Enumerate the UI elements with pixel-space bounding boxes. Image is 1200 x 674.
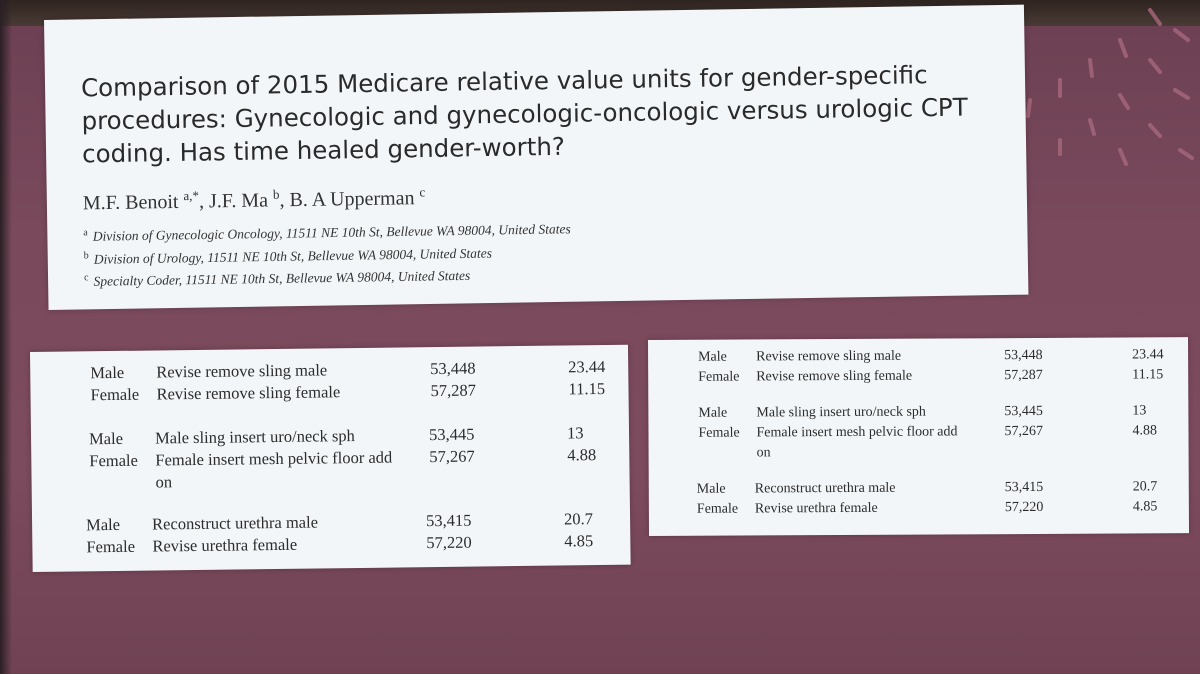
rvu-table-left: Male Revise remove sling male 53,448 23.44 Female Revise remove sling female 57,287 11.15 Male Male sling insert uro/neck sph 53,445 13 Female Female insert mesh pelvic floor add 57,267 4.88 on Male Reconstruct urethra male 53,415 20.7 Female Revise urethra female 57,220 4.85 <box>30 345 631 572</box>
author-3: B. A Upperman $^c$ <box>289 184 426 211</box>
author-list <box>83 184 426 215</box>
author-2: J.F. Ma $^b$, <box>208 186 290 213</box>
left-screen-edge <box>0 0 12 674</box>
affiliation-list <box>83 216 571 291</box>
affiliation-c: $^c$ Specialty Coder, 11511 NE 10th St, Bellevue WA 98004, United States <box>83 267 471 289</box>
author-1: M.F. Benoit $^{a,*}$, <box>82 187 210 215</box>
affiliation-b: $^b$ Division of Urology, 11511 NE 10th St, Bellevue WA 98004, United States <box>83 244 493 267</box>
rvu-table-right: Male Revise remove sling male 53,448 23.44 Female Revise remove sling female 57,287 11.15 Male Male sling insert uro/neck sph 53,445 13 Female Female insert mesh pelvic floor add 57,267 4.88 on Male Reconstruct urethra male 53,415 20.7 Female Revise urethra female 57,220 4.85 <box>648 337 1189 536</box>
paper-header-card <box>44 5 1028 310</box>
affiliation-a: $^a$ Division of Gynecologic Oncology, 11511 NE 10th St, Bellevue WA 98004, United States <box>83 221 571 244</box>
paper-title: Comparison of 2015 Medicare relative value units for gender-specific procedures: Gynecologic and gynecologic-oncologic versus urologic CPT coding. Has time healed gender-worth? <box>80 60 968 169</box>
